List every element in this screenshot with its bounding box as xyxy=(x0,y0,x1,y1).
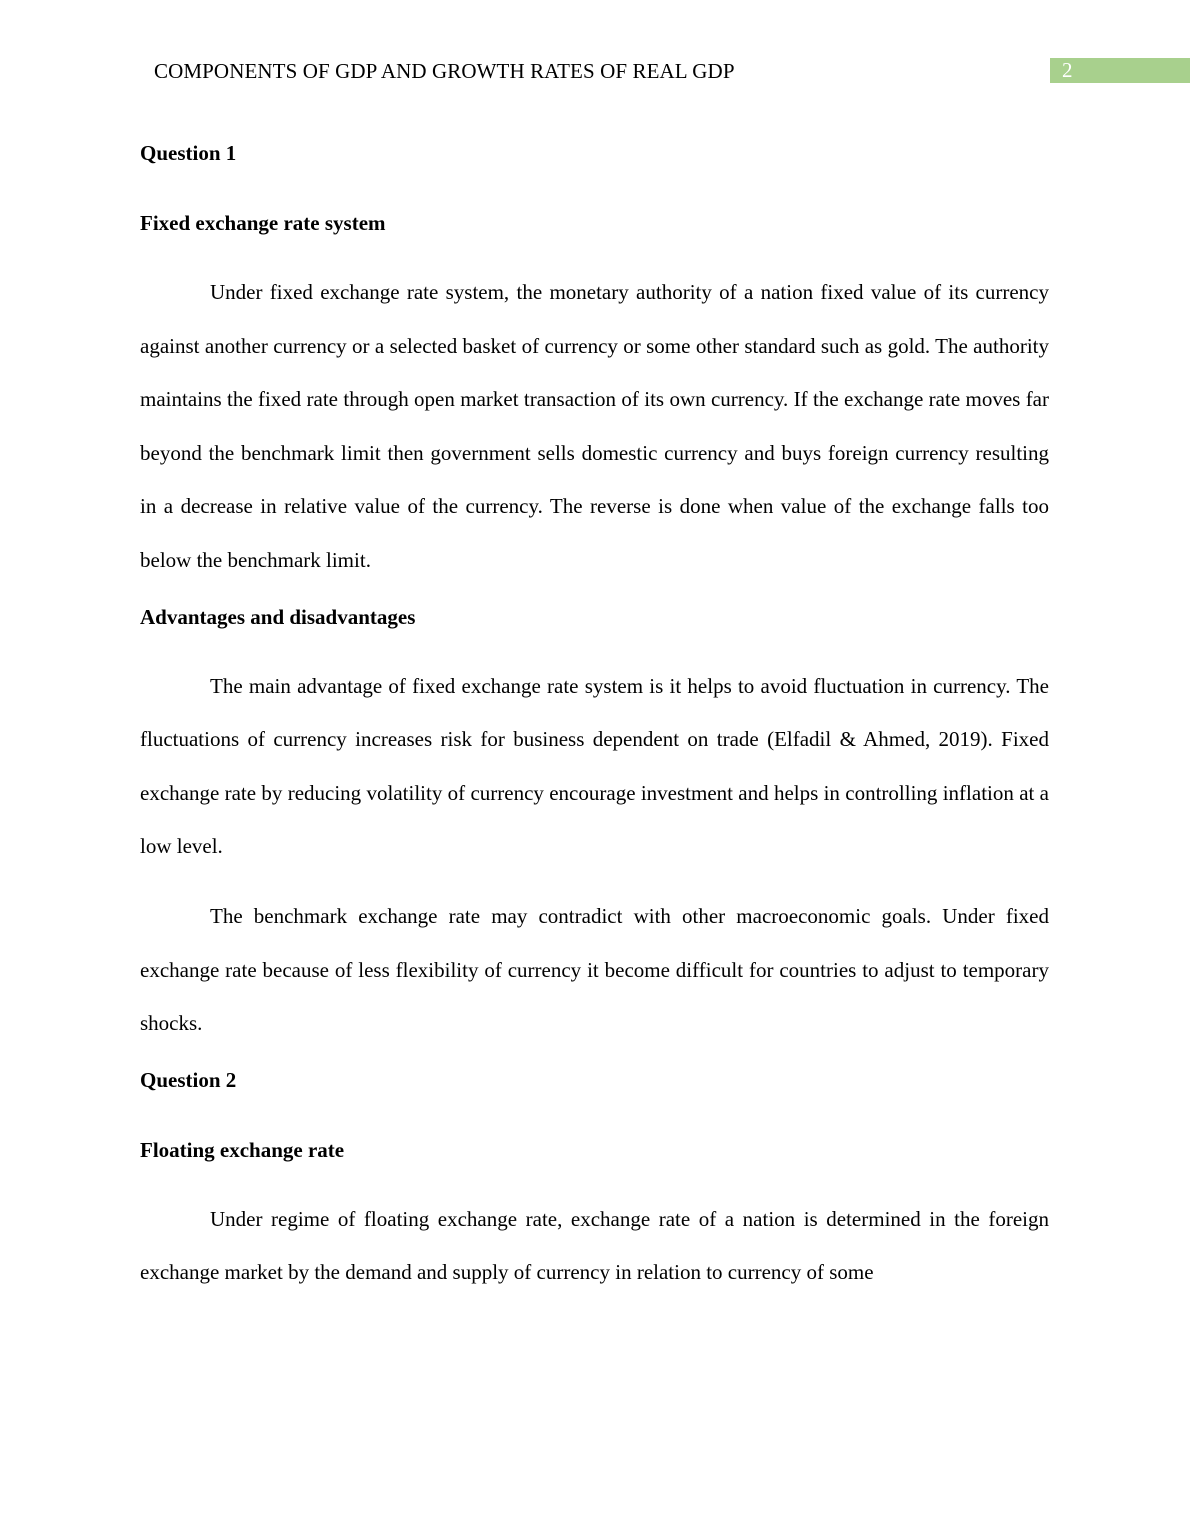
floating-exchange-paragraph: Under regime of floating exchange rate, exchange rate of a nation is determined in the foreign exchange market by the demand and supply of currency in relation to currency of some xyxy=(140,1206,1049,1285)
advantages-heading: Advantages and disadvantages xyxy=(140,604,416,629)
question-2-heading: Question 2 xyxy=(140,1067,237,1092)
document-body xyxy=(140,140,1049,1300)
page-number: 2 xyxy=(1050,58,1190,83)
fixed-exchange-heading: Fixed exchange rate system xyxy=(140,211,386,235)
disadvantages-paragraph: The benchmark exchange rate may contradict with other macroeconomic goals. Under fixed exchange rate because of less flexibility of currency it become difficult for countries to adjust to temporary shocks. xyxy=(140,903,1049,1036)
advantages-paragraph: The main advantage of fixed exchange rate system is it helps to avoid fluctuation in currency. The fluctuations of currency increases risk for business dependent on trade (Elfadil & Ahmed, 2019). Fixed exchange rate by reducing volatility of currency encourage investment and helps in controlling inflation at a low level. xyxy=(140,673,1049,859)
running-head: COMPONENTS OF GDP AND GROWTH RATES OF REAL GDP xyxy=(154,59,735,83)
fixed-exchange-paragraph: Under fixed exchange rate system, the monetary authority of a nation fixed value of its currency against another currency or a selected basket of currency or some other standard such as gold. The authority maintains the fixed rate through open market transaction of its own currency. If the exchange rate moves far beyond the benchmark limit then government sells domestic currency and buys foreign currency resulting in a decrease in relative value of the currency. The reverse is done when value of the exchange falls too below the benchmark limit. xyxy=(140,280,1049,572)
floating-exchange-heading: Floating exchange rate xyxy=(140,1137,345,1162)
question-1-heading: Question 1 xyxy=(140,141,237,165)
